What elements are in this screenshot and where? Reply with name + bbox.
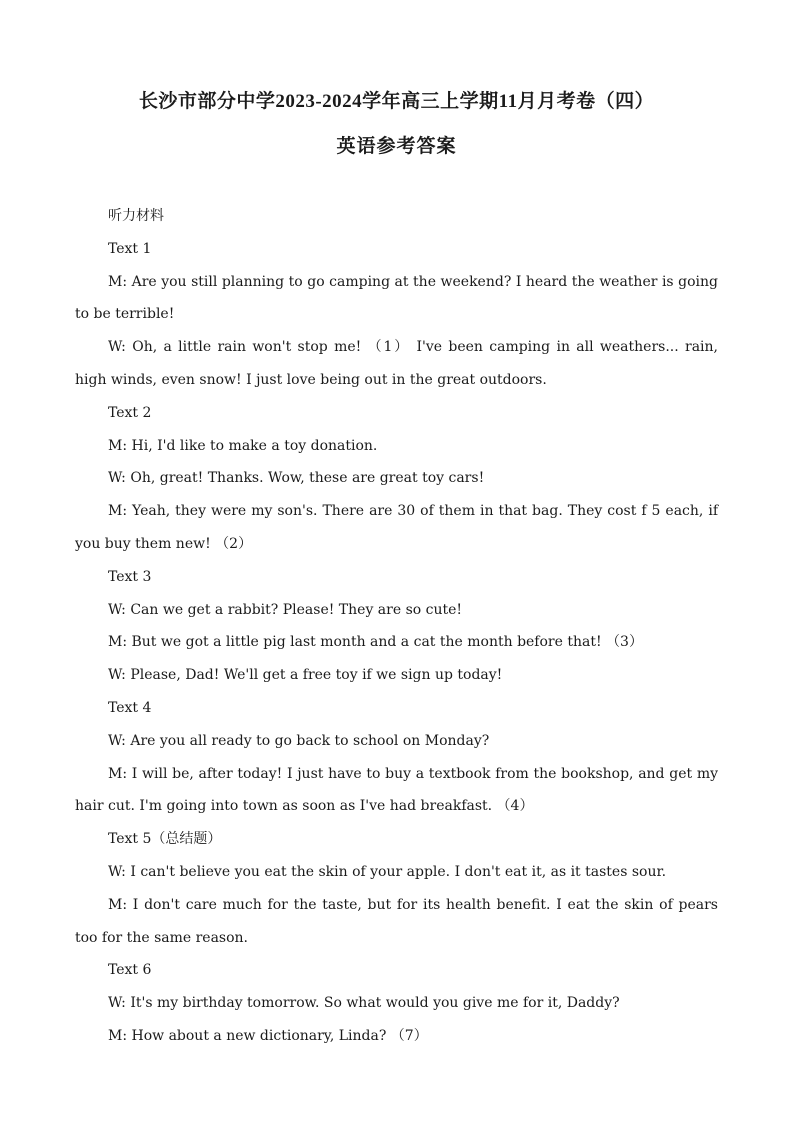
section-label: 听力材料 — [108, 208, 164, 224]
document-body — [75, 200, 718, 1053]
dialogue-line: W: Can we get a rabbit? Please! They are so cute! — [108, 601, 463, 618]
text-label: Text 4 — [108, 699, 152, 716]
dialogue-line: W: Oh, a little rain won't stop me! （1） I've been camping in all weathers... rain, high winds, even snow! I just love being out in the great outdoors. — [75, 339, 718, 388]
dialogue-line: M: But we got a little pig last month and a cat the month before that! （3） — [108, 634, 643, 651]
text-label: Text 1 — [108, 240, 152, 257]
dialogue-line: M: Are you still planning to go camping at the weekend? I heard the weather is going to be terrible! — [75, 273, 718, 323]
dialogue-line: M: Hi, I'd like to make a toy donation. — [108, 437, 378, 454]
text-label: Text 5（总结题） — [108, 831, 222, 848]
dialogue-line: M: I will be, after today! I just have to buy a textbook from the bookshop, and get my hair cut. I'm going into town as soon as I've had breakfast. （4） — [75, 765, 718, 815]
text-label: Text 3 — [108, 568, 152, 585]
dialogue-line: W: Are you all ready to go back to school on Monday? — [108, 732, 490, 749]
page-title: 长沙市部分中学2023-2024学年高三上学期11月月考卷（四） — [138, 91, 655, 112]
dialogue-line: W: It's my birthday tomorrow. So what would you give me for it, Daddy? — [108, 995, 620, 1012]
dialogue-line: W: I can't believe you eat the skin of your apple. I don't eat it, as it tastes sour. — [108, 863, 667, 880]
page-subtitle: 英语参考答案 — [336, 136, 457, 157]
text-label: Text 6 — [108, 962, 152, 979]
dialogue-line: M: I don't care much for the taste, but for its health benefit. I eat the skin of pears too for the same reason. — [75, 896, 718, 946]
dialogue-line: W: Please, Dad! We'll get a free toy if we sign up today! — [108, 667, 503, 684]
dialogue-line: W: Oh, great! Thanks. Wow, these are great toy cars! — [108, 470, 485, 487]
dialogue-line: M: Yeah, they were my son's. There are 30 of them in that bag. They cost f 5 each, if you buy them new! （2） — [75, 503, 718, 552]
dialogue-line: M: How about a new dictionary, Linda? （7） — [108, 1027, 428, 1044]
text-label: Text 2 — [108, 404, 152, 421]
